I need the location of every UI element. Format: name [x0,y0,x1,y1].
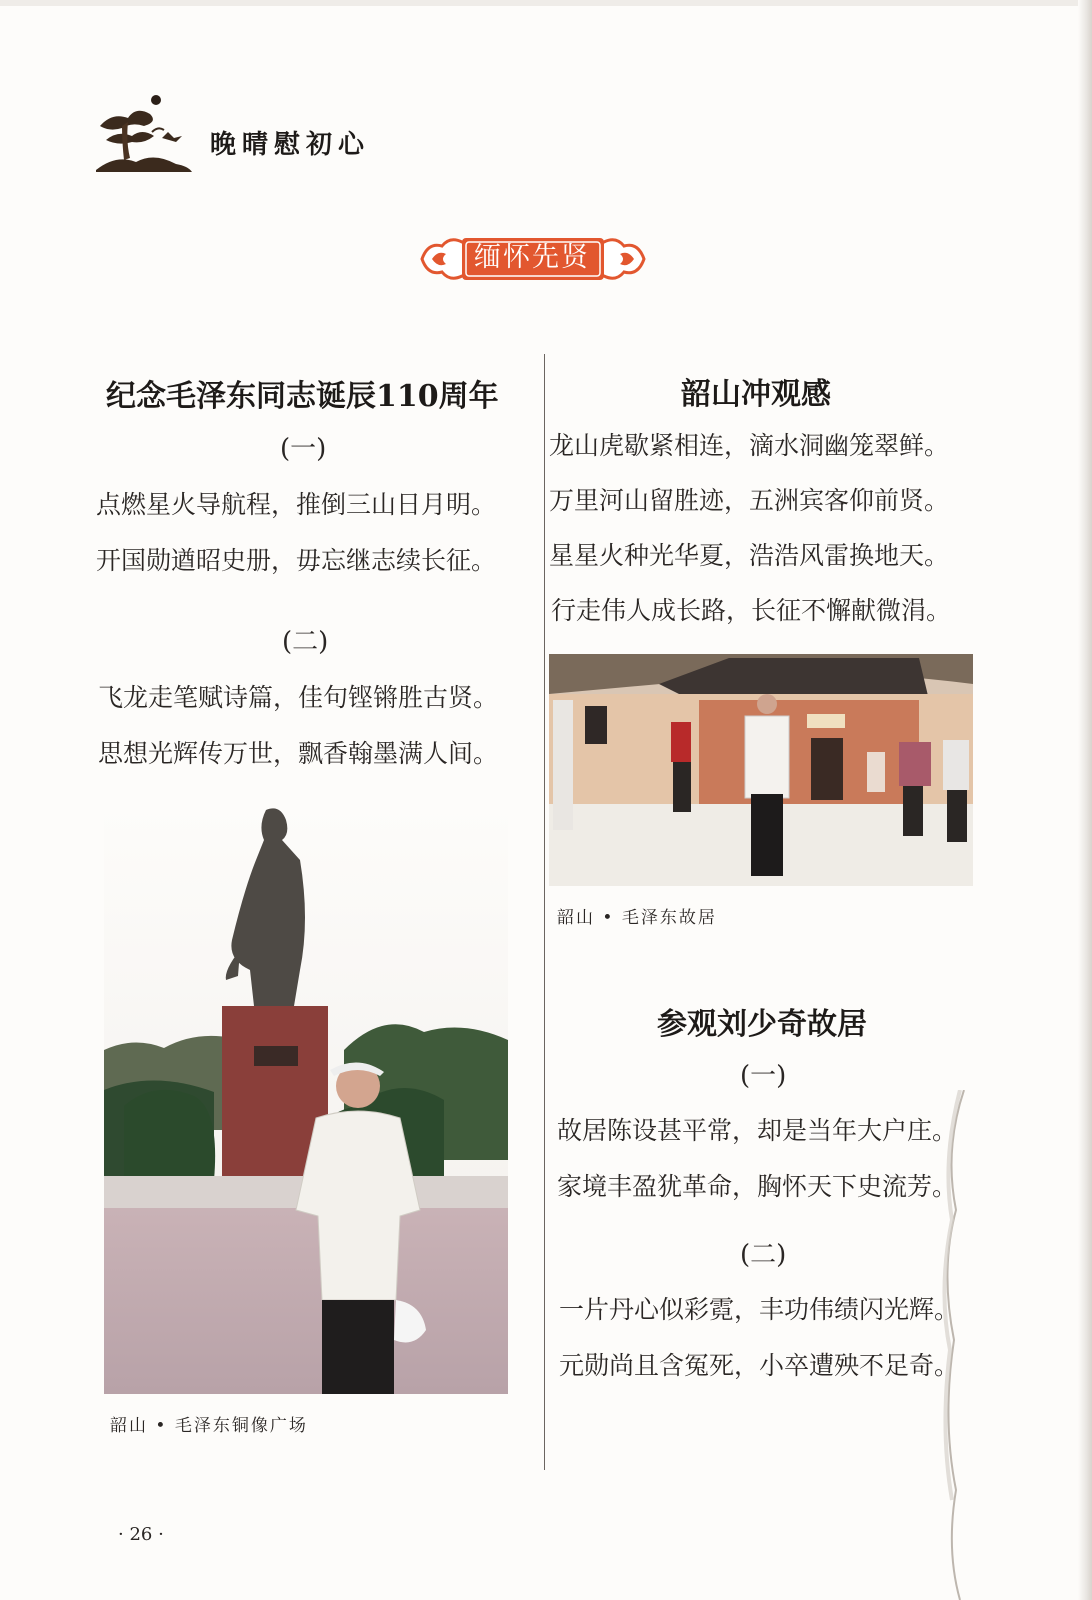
page-number: · 26 · [118,1524,164,1545]
poem1-title: 纪念毛泽东同志诞辰110周年 [106,379,499,414]
poem2-line: 星星火种光华夏，浩浩风雷换地天。 [549,541,950,570]
former-residence-photo [549,654,973,886]
column-divider [544,354,545,1470]
poem3-line: 一片丹心似彩霓，丰功伟绩闪光辉。 [559,1295,960,1324]
paper-crease-mark [934,1090,968,1600]
poem1-line: 飞龙走笔赋诗篇，佳句铿锵胜古贤。 [98,683,499,712]
poem2-line: 万里河山留胜迹，五洲宾客仰前贤。 [549,486,950,515]
poem3-line: 家境丰盈犹革命，胸怀天下史流芳。 [557,1172,958,1201]
pine-tree-logo-icon [92,92,196,176]
statue-photo-caption: 韶山 • 毛泽东铜像广场 [110,1416,308,1436]
residence-photo-caption: 韶山 • 毛泽东故居 [557,908,717,928]
poem3-stanza1-heading: (一) [740,1061,787,1091]
poem2-title: 韶山冲观感 [681,377,831,412]
page-top-edge [0,0,1092,6]
poem2-line: 行走伟人成长路，长征不懈献微涓。 [551,596,952,625]
poem3-line: 故居陈设甚平常，却是当年大户庄。 [557,1116,958,1145]
poem2-line: 龙山虎歇紧相连，滴水洞幽笼翠鲜。 [549,431,950,460]
poem1-stanza1-heading: (一) [280,434,327,464]
page-right-edge [1078,0,1092,1600]
section-label: 缅怀先贤 [474,242,590,273]
book-title: 晚晴慰初心 [210,130,371,160]
poem1-line: 点燃星火导航程，推倒三山日月明。 [96,490,497,519]
poem1-line: 开国勋遒昭史册，毋忘继志续长征。 [96,546,497,575]
statue-square-photo [104,800,508,1394]
poem3-title: 参观刘少奇故居 [657,1007,867,1042]
poem1-stanza2-heading: (二) [282,627,329,657]
poem1-line: 思想光辉传万世，飘香翰墨满人间。 [98,739,499,768]
poem3-stanza2-heading: (二) [740,1240,787,1270]
poem3-line: 元勋尚且含冤死，小卒遭殃不足奇。 [559,1351,960,1380]
